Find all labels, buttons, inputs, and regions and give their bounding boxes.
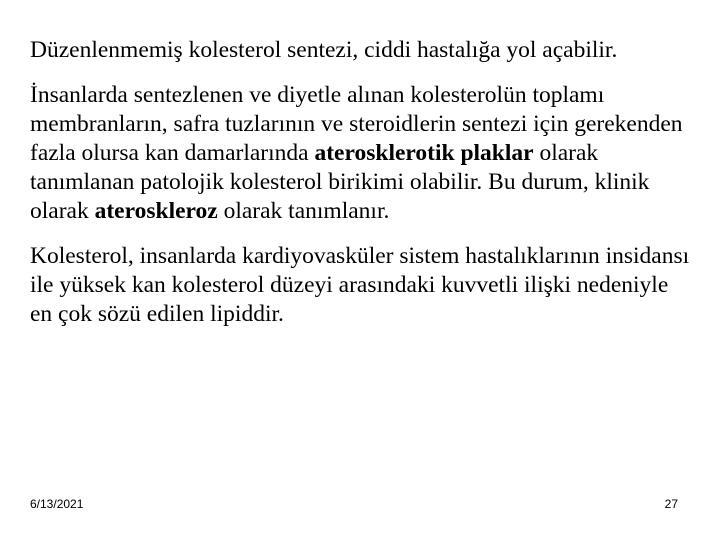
paragraph-3 (30, 242, 690, 329)
footer-date: 6/13/2021 (30, 497, 84, 511)
paragraph-1 (30, 36, 690, 65)
paragraph-3-text: Kolesterol, insanlarda kardiyovasküler sistem hastalıklarının insidansı ile yüksek kan kolesterol düzeyi arasındaki kuvvetli ilişki nedeniyle en çok sözü edilen lipiddir. (30, 243, 690, 327)
paragraph-1-text: Düzenlenmemiş kolesterol sentezi, ciddi hastalığa yol açabilir. (30, 37, 618, 63)
slide-body (30, 36, 690, 345)
term-ateroskleroz: ateroskleroz (94, 198, 218, 224)
paragraph-2-text-a: İnsanlarda sentezlenen ve diyetle alınan kolesterolün toplamı membranların, safra tuzlarının ve steroidlerin sentezi için gerekenden fazla olursa kan damarlarında (30, 82, 683, 166)
paragraph-2-text-c: olarak tanımlanır. (217, 198, 390, 224)
paragraph-2 (30, 81, 690, 226)
page-number: 27 (664, 497, 678, 511)
paragraph-2-text-b: olarak tanımlanan patolojik kolesterol birikimi olabilir. Bu durum, klinik olarak (30, 140, 650, 224)
term-aterosklerotik-plaklar: aterosklerotik plaklar (314, 140, 534, 166)
